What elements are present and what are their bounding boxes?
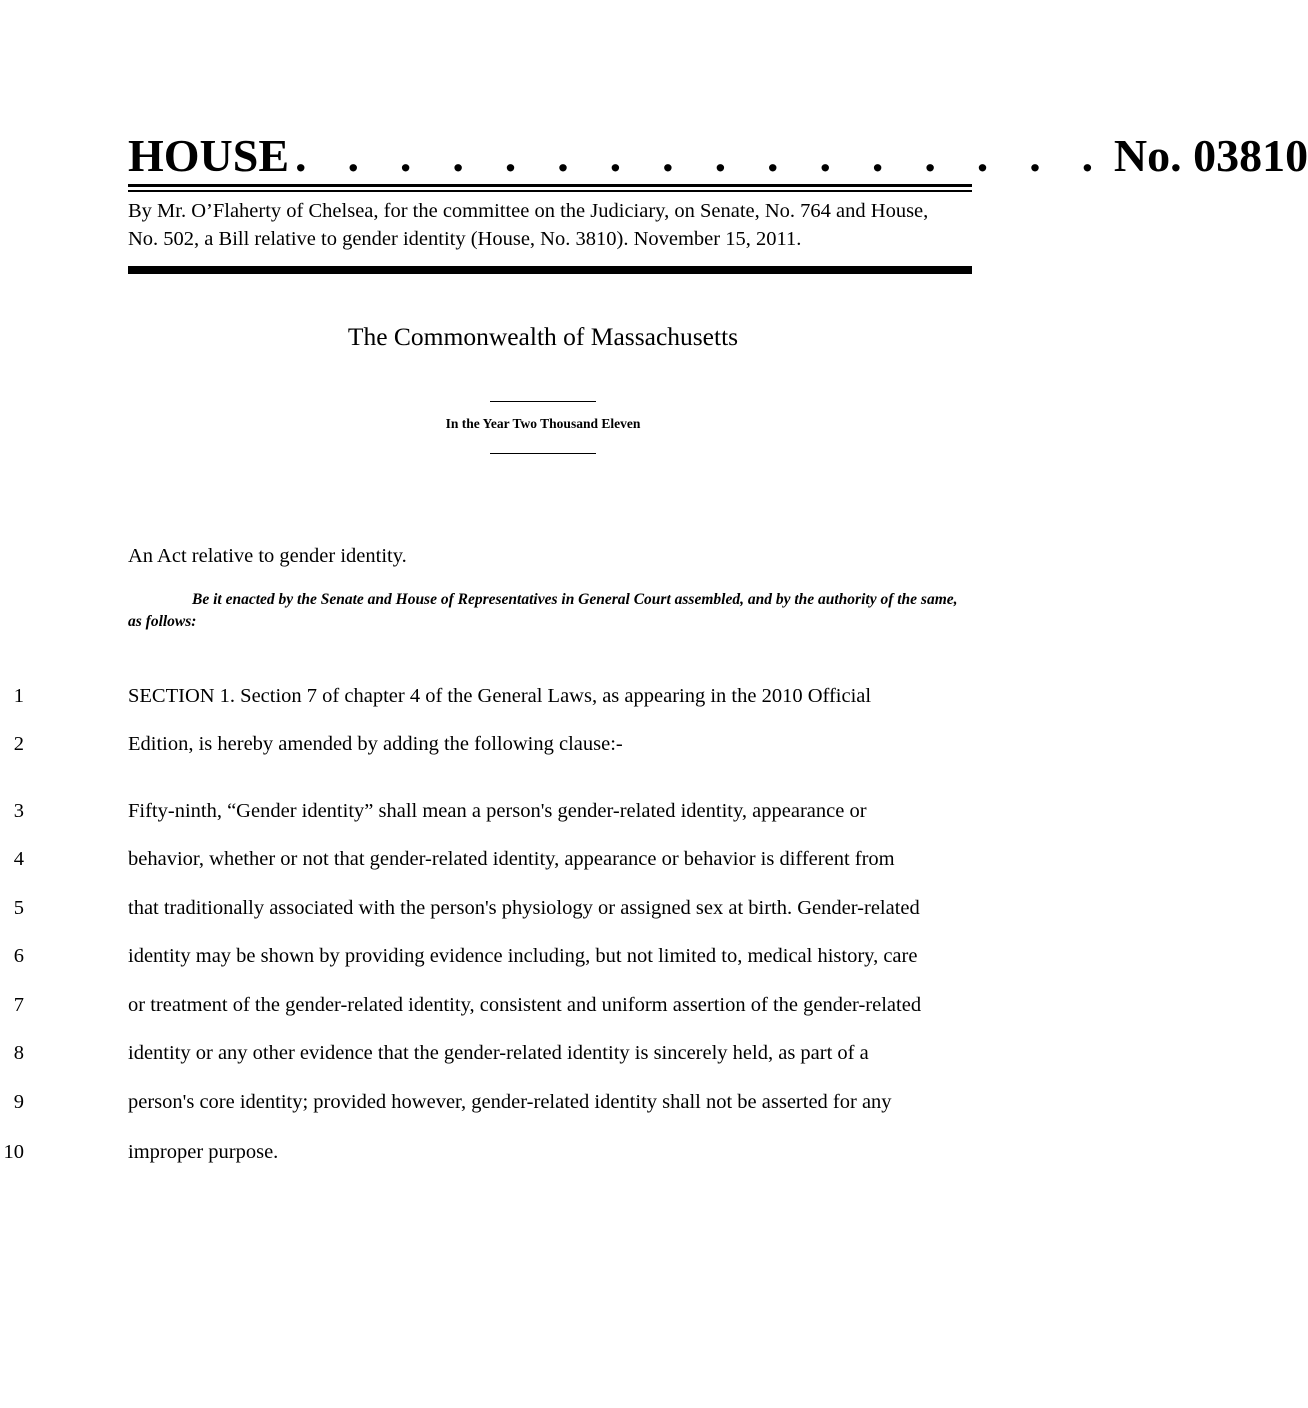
header-rule-top — [128, 184, 972, 187]
leader-dots: . . . . . . . . . . . . . . . . — [295, 130, 1108, 181]
line-number: 5 — [13, 897, 24, 919]
line-number: 4 — [13, 848, 24, 870]
line-number: 1 — [13, 685, 24, 707]
line-number: 3 — [13, 800, 24, 822]
session-year: In the Year Two Thousand Eleven — [445, 416, 641, 431]
line-number: 10 — [3, 1141, 24, 1163]
sponsor-line-2: No. 502, a Bill relative to gender identity (House, No. 3810). November 15, 2011. — [128, 228, 802, 250]
bill-line — [0, 894, 1000, 922]
bill-line — [0, 991, 1000, 1019]
line-number: 8 — [13, 1042, 24, 1064]
header-rule-bottom — [128, 190, 972, 192]
act-title: An Act relative to gender identity. — [128, 545, 407, 567]
thick-divider — [128, 266, 972, 274]
line-text: improper purpose. — [128, 1141, 279, 1163]
bill-number: No. 03810 — [1113, 130, 1308, 181]
bill-line — [0, 1039, 1000, 1067]
line-text: Fifty-ninth, “Gender identity” shall mean a person's gender-related identity, appearance or — [128, 800, 867, 822]
line-number: 9 — [13, 1091, 24, 1113]
bill-line — [0, 942, 1000, 970]
line-text: identity may be shown by providing evidence including, but not limited to, medical history, care — [128, 945, 918, 967]
line-text: identity or any other evidence that the gender-related identity is sincerely held, as part of a — [128, 1042, 869, 1064]
commonwealth-heading: The Commonwealth of Massachusetts — [347, 322, 739, 351]
bill-line — [0, 845, 1000, 873]
sponsor-statement — [128, 197, 972, 253]
line-number: 7 — [13, 994, 24, 1016]
line-text: that traditionally associated with the person's physiology or assigned sex at birth. Gender-related — [128, 897, 920, 919]
line-number: 6 — [13, 945, 24, 967]
line-text: behavior, whether or not that gender-related identity, appearance or behavior is different from — [128, 848, 895, 870]
sponsor-line-1: By Mr. O’Flaherty of Chelsea, for the committee on the Judiciary, on Senate, No. 764 and House, — [128, 200, 929, 222]
bill-line — [0, 682, 1000, 710]
line-text: SECTION 1. Section 7 of chapter 4 of the General Laws, as appearing in the 2010 Official — [128, 685, 872, 707]
line-text: Edition, is hereby amended by adding the following clause:- — [128, 733, 623, 755]
line-text: person's core identity; provided however, gender-related identity shall not be asserted for any — [128, 1091, 892, 1113]
line-number: 2 — [13, 733, 24, 755]
enacting-clause: Be it enacted by the Senate and House of Representatives in General Court assembled, and by the authority of the same, as follows: — [128, 591, 958, 630]
line-text: or treatment of the gender-related identity, consistent and uniform assertion of the gender-related — [128, 994, 922, 1016]
bill-header — [128, 130, 1308, 182]
bill-line — [0, 1088, 1000, 1116]
chamber-title: HOUSE — [128, 130, 290, 181]
bill-line — [0, 797, 1000, 825]
bill-line — [0, 1138, 1000, 1166]
year-rule-top — [490, 401, 596, 402]
year-rule-bottom — [490, 453, 596, 454]
bill-line — [0, 730, 1000, 758]
